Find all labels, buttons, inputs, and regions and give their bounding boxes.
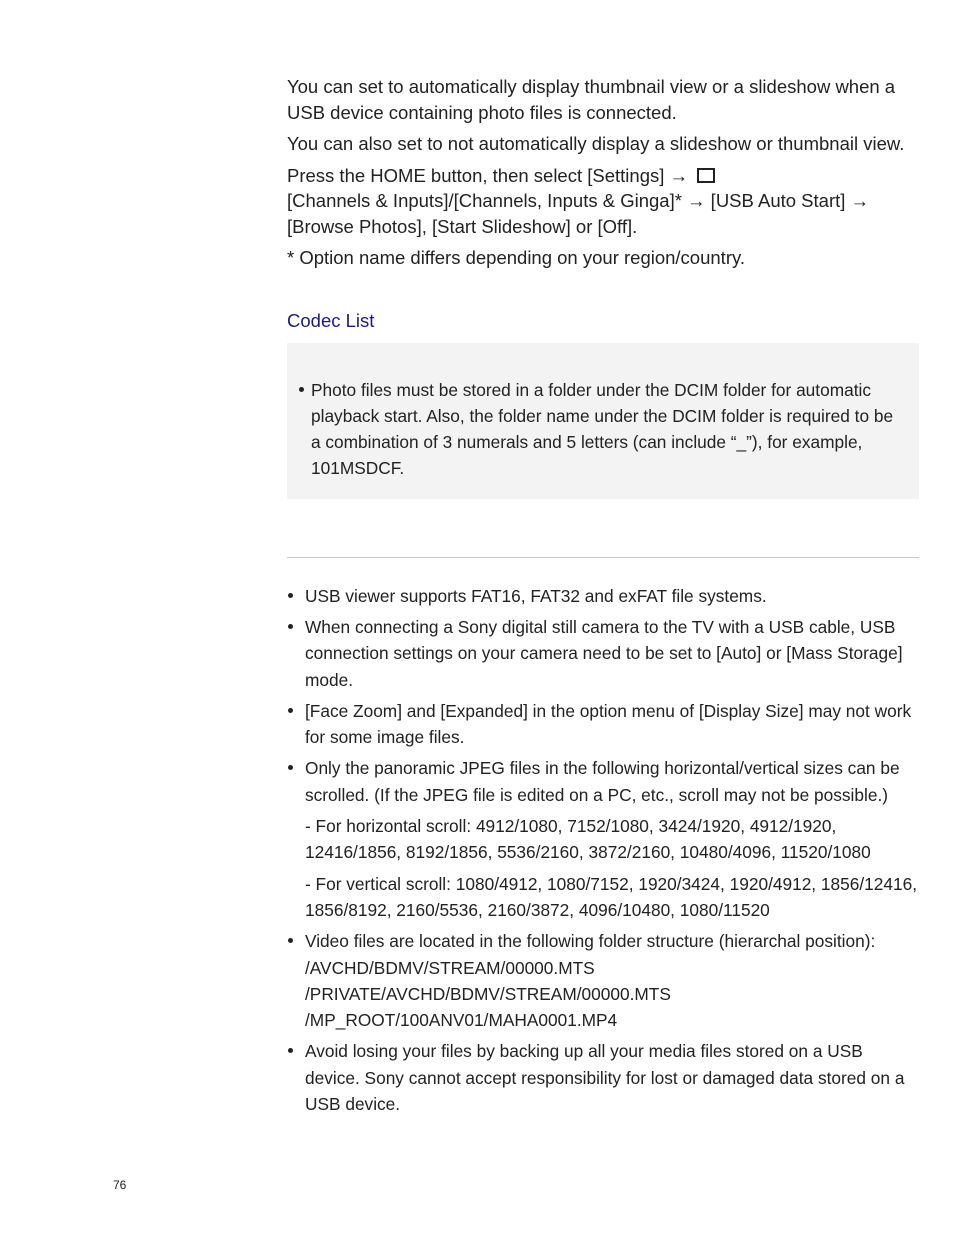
list-item: Photo files must be stored in a folder under the DCIM folder for automatic playback start. Also, the folder name under the DCIM folder is required to be a combination of 3 numerals and 5 letters (can include “_”), for example, 101MSDCF. <box>298 377 905 482</box>
instruction-text-start: Press the HOME button, then select [Settings] → <box>287 164 689 186</box>
list-item <box>287 928 919 1033</box>
main-content <box>287 74 919 1122</box>
list-item <box>287 755 919 923</box>
folder-path: /AVCHD/BDMV/STREAM/00000.MTS <box>305 957 595 978</box>
channels-inputs-icon <box>697 168 715 183</box>
section-divider <box>287 557 919 558</box>
intro-paragraph-2: You can also set to not automatically display a slideshow or thumbnail view. <box>287 133 905 154</box>
list-item: When connecting a Sony digital still camera to the TV with a USB cable, USB connection settings on your camera need to be set to [Auto] or [Mass Storage] mode. <box>287 614 919 693</box>
list-item: Avoid losing your files by backing up all your media files stored on a USB device. Sony cannot accept responsibility for lost or damaged data stored on a USB device. <box>287 1038 919 1117</box>
intro-paragraph-3 <box>287 163 919 240</box>
note-box <box>287 343 919 499</box>
panorama-note-text: Only the panoramic JPEG files in the following horizontal/vertical sizes can be scrolled. (If the JPEG file is edited on a PC, etc., scroll may not be possible.) <box>305 758 900 805</box>
region-footnote: * Option name differs depending on your region/country. <box>287 247 745 268</box>
notes-section <box>287 583 919 1118</box>
list-item: [Face Zoom] and [Expanded] in the option menu of [Display Size] may not work for some image files. <box>287 698 919 751</box>
folder-path: /MP_ROOT/100ANV01/MAHA0001.MP4 <box>305 1010 618 1031</box>
note-list <box>298 377 905 482</box>
notes-list <box>287 583 919 1118</box>
codec-list-link[interactable]: Codec List <box>287 309 375 331</box>
list-item: USB viewer supports FAT16, FAT32 and exFAT file systems. <box>287 583 919 609</box>
vertical-scroll-sizes: - For vertical scroll: 1080/4912, 1080/7152, 1920/3424, 1920/4912, 1856/12416, 1856/8192, 2160/5536, 2160/3872, 4096/10480, 1080/11520 <box>305 873 918 920</box>
folder-paths <box>305 955 919 1034</box>
folder-path: /PRIVATE/AVCHD/BDMV/STREAM/00000.MTS <box>305 983 671 1004</box>
instruction-text-end: [Channels & Inputs]/[Channels, Inputs & Ginga]* → [USB Auto Start] → [Browse Photos], [Start Slideshow] or [Off]. <box>287 190 870 237</box>
horizontal-scroll-sizes: - For horizontal scroll: 4912/1080, 7152/1080, 3424/1920, 4912/1920, 12416/1856, 8192/1856, 5536/2160, 3872/2160, 10480/4096, 11520/1080 <box>305 816 871 863</box>
folder-structure-text: Video files are located in the following folder structure (hierarchal position): <box>305 931 876 952</box>
intro-paragraph-1: You can set to automatically display thumbnail view or a slideshow when a USB device containing photo files is connected. <box>287 76 896 123</box>
page-number: 76 <box>113 1178 127 1192</box>
